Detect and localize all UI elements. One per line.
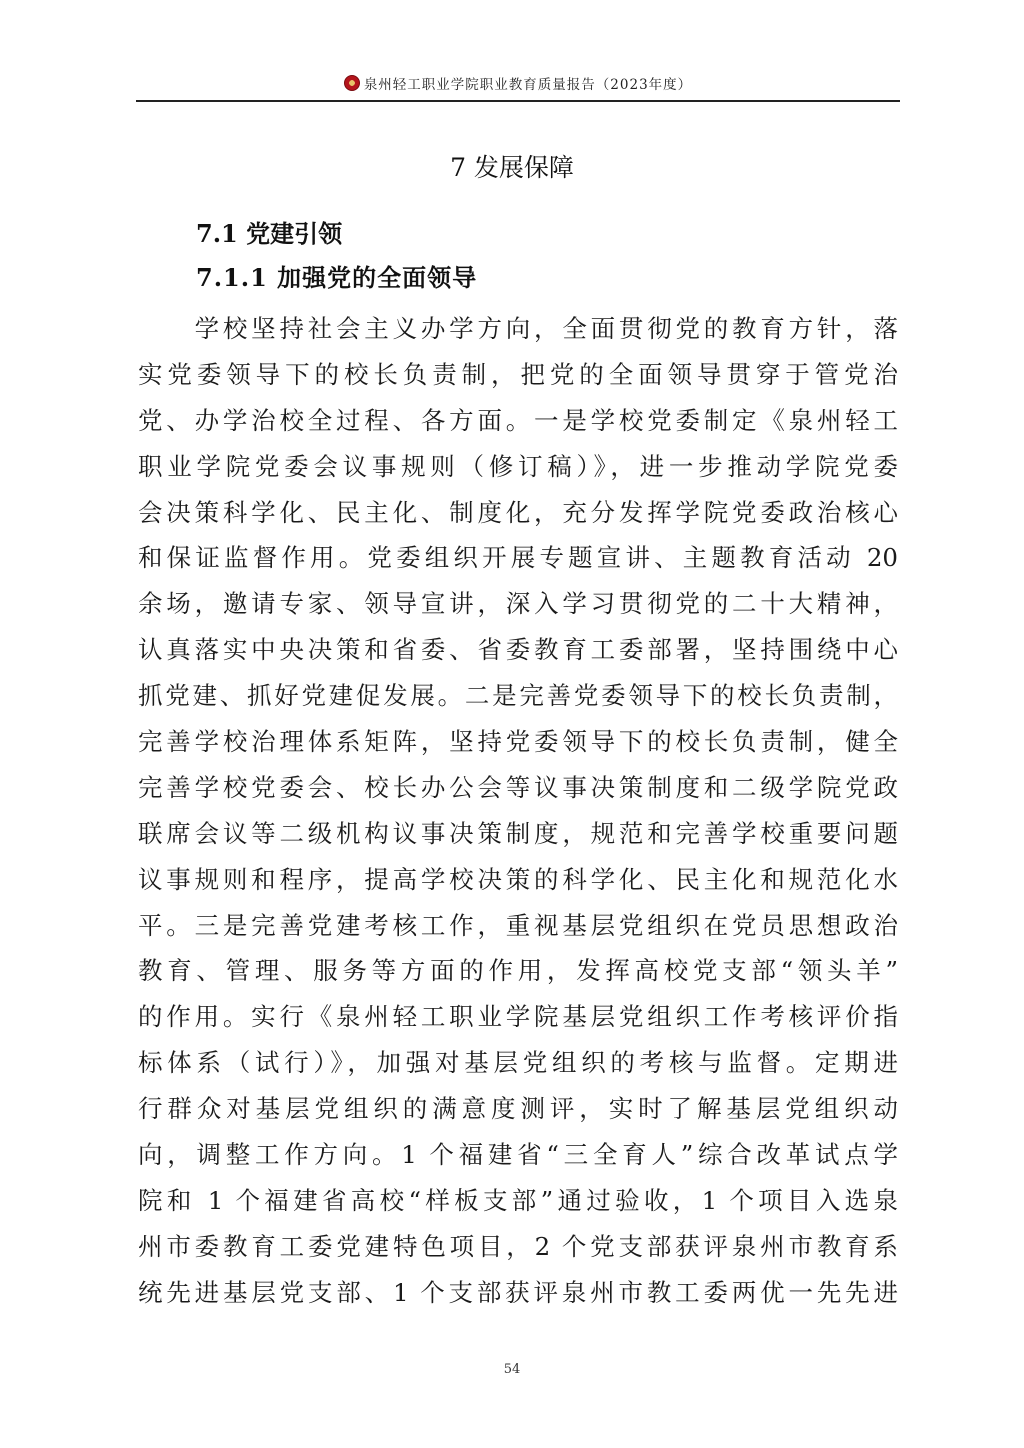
body-line: 向，调整工作方向。1 个福建省“三全育人”综合改革试点学 — [138, 1140, 898, 1170]
page-header — [136, 72, 900, 102]
school-emblem-icon — [344, 75, 360, 91]
header-title: 泉州轻工职业学院职业教育质量报告（2023年度） — [363, 77, 693, 93]
body-line: 完善学校党委会、校长办公会等议事决策制度和二级学院党政 — [138, 772, 898, 802]
body-line: 行群众对基层党组织的满意度测评，实时了解基层党组织动 — [138, 1094, 898, 1124]
body-line: 完善学校治理体系矩阵，坚持党委领导下的校长负责制，健全 — [138, 727, 898, 757]
body-line: 议事规则和程序，提高学校决策的科学化、民主化和规范化水 — [138, 864, 898, 894]
body-line: 党、办学治校全过程、各方面。一是学校党委制定《泉州轻工 — [138, 405, 898, 435]
body-line: 和保证监督作用。党委组织开展专题宣讲、主题教育活动 20 — [138, 543, 898, 573]
body-line: 抓党建、抓好党建促发展。二是完善党委领导下的校长负责制， — [138, 681, 898, 711]
body-line: 统先进基层党支部、1 个支部获评泉州市教工委两优一先先进 — [138, 1277, 898, 1307]
body-line: 职业学院党委会议事规则（修订稿）》，进一步推动学院党委 — [138, 451, 898, 481]
body-line: 余场，邀请专家、领导宣讲，深入学习贯彻党的二十大精神， — [138, 589, 898, 619]
body-line: 认真落实中央决策和省委、省委教育工委部署，坚持围绕中心 — [138, 635, 898, 665]
body-paragraph — [138, 306, 898, 1316]
body-line: 会决策科学化、民主化、制度化，充分发挥学院党委政治核心 — [138, 497, 898, 527]
body-line: 标体系（试行）》，加强对基层党组织的考核与监督。定期进 — [138, 1048, 898, 1078]
body-line: 教育、管理、服务等方面的作用，发挥高校党支部“领头羊” — [138, 956, 898, 986]
subsection-title: 7.1.1 加强党的全面领导 — [196, 263, 478, 292]
section-title: 7.1 党建引领 — [196, 219, 343, 248]
body-line: 学校坚持社会主义办学方向，全面贯彻党的教育方针，落 — [138, 314, 898, 343]
body-line: 实党委领导下的校长负责制，把党的全面领导贯穿于管党治 — [138, 359, 898, 389]
chapter-title: 7 发展保障 — [450, 153, 574, 182]
body-line: 联席会议等二级机构议事决策制度，规范和完善学校重要问题 — [138, 818, 898, 848]
body-line: 州市委教育工委党建特色项目，2 个党支部获评泉州市教育系 — [138, 1231, 898, 1261]
body-line: 平。三是完善党建考核工作，重视基层党组织在党员思想政治 — [138, 910, 898, 940]
body-line: 的作用。实行《泉州轻工职业学院基层党组织工作考核评价指 — [138, 1002, 898, 1032]
page-number: 54 — [503, 1362, 521, 1377]
body-line: 院和 1 个福建省高校“样板支部”通过验收，1 个项目入选泉 — [138, 1185, 898, 1215]
